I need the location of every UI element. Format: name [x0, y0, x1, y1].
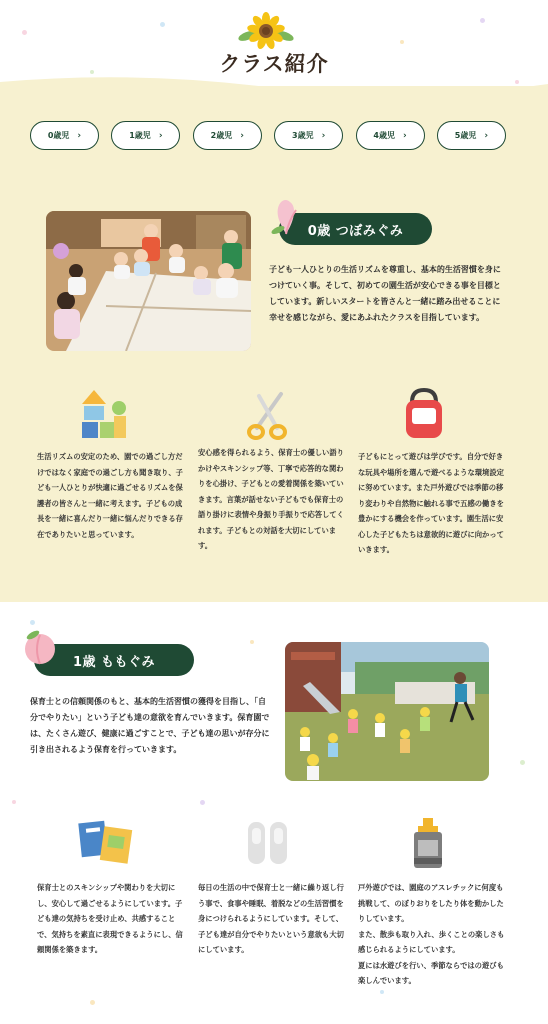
class1-photo	[285, 642, 489, 781]
chevron-right-icon: ›	[402, 130, 407, 141]
tab-label: 3歳児	[292, 131, 314, 140]
chevron-right-icon: ›	[484, 130, 489, 141]
chevron-right-icon: ›	[77, 130, 82, 141]
class0-intro: 子ども一人ひとりの生活リズムを尊重し、基本的生活習慣を身につけていく事。そして、初めての園生活が安心できる事を目標としています。新しいスタートを皆さんと一緒に踏み出せることに幸せを感じながら、愛にあふれたクラスを目指しています。	[269, 265, 501, 322]
notebook-icon	[78, 820, 136, 866]
page-title: クラス紹介	[219, 52, 329, 76]
class1-feature-3-text: 戸外遊びでは、園庭のアスレチックに何度も挑戦して、のぼりおりをしたり体を動かしたりしています。 また、散歩も取り入れ、歩くことの楽しさも感じられるようにしています。 夏には水遊びを行い、季節ならではの遊びも楽しんでいます。	[358, 883, 505, 985]
class0-feature-1-text: 生活リズムの安定のため、園での過ごし方だけではなく家庭での過ごし方も聞き取り、子ども一人ひとりが快適に過ごせるリズムを保護者の皆さんと一緒に考えます。子どもの成長を一緒に喜んだり一緒に悩んだりできる存在でありたいと思っています。	[37, 452, 183, 539]
tab-label: 5歳児	[454, 131, 477, 140]
tab-label: 4歳児	[373, 131, 395, 140]
shoes-icon	[244, 820, 292, 868]
tab-label: 0歳児	[47, 131, 70, 140]
class0-title: 0歳 つぼみぐみ	[279, 213, 432, 245]
class1-feature-2-text: 毎日の生活の中で保育士と一緒に繰り返し行う事で、食事や睡眠、着脱などの生活習慣を身につけられるようにしています。そして、子ども達が自分でやりたいという意欲も大切にしています。	[198, 883, 344, 954]
class1-intro: 保育士との信頼関係のもと、基本的生活習慣の獲得を目指し、「自分でやりたい」という子ども達の意欲を育んでいきます。保育園では、たくさん遊び、健康に過ごすことで、子ども達の思いが存分に引き出されるよう保育を行っていきます。	[30, 697, 270, 754]
tab-age-5[interactable]	[437, 121, 506, 150]
tab-age-1[interactable]	[111, 121, 180, 150]
blocks-icon	[82, 388, 128, 440]
page-header	[0, 0, 548, 110]
scissors-icon	[247, 390, 287, 440]
class0-feature-2-text: 安心感を得られるよう、保育士の優しい語りかけやスキンシップ等、丁寧で応答的な関わりを心掛け、子どもとの愛着関係を築いていきます。言葉が話せない子どもでも保育士の語り掛けに表情や身振り手振りで応答してくれます。子どもとの対話を大切にしています。	[198, 448, 344, 550]
age-tabs	[30, 121, 506, 150]
class1-title: 1歳 ももぐみ	[34, 644, 194, 676]
class0-photo	[46, 211, 251, 351]
tab-age-2[interactable]	[193, 121, 262, 150]
bottle-icon	[410, 818, 446, 870]
chevron-right-icon: ›	[321, 130, 326, 141]
tab-age-4[interactable]	[356, 121, 425, 150]
sunflower-icon	[237, 12, 295, 50]
bag-icon	[404, 388, 444, 440]
chevron-right-icon: ›	[240, 130, 244, 141]
tab-age-3[interactable]	[274, 121, 343, 150]
tab-age-0[interactable]	[30, 121, 99, 150]
tab-label: 1歳児	[129, 131, 151, 140]
class0-feature-3-text: 子どもにとって遊びは学びです。自分で好きな玩具や場所を選んで遊べるような環境設定に努めています。また戸外遊びでは季節の移り変わりや自然物に触れる事で五感の働きを豊かにする機会を作っています。園生活に安心した子どもたちは意欲的に遊びに向かっていきます。	[358, 452, 504, 554]
tulip-bud-icon	[268, 196, 304, 236]
tab-label: 2歳児	[210, 131, 233, 140]
chevron-right-icon: ›	[158, 130, 163, 141]
peach-icon	[20, 627, 60, 667]
class1-feature-1-text: 保育士とのスキンシップや関わりを大切にし、安心して過ごせるようにしています。子ども達の気持ちを受け止め、共感することで、気持ちを素直に表現できるようにし、信頼関係を築きます。	[37, 883, 183, 954]
